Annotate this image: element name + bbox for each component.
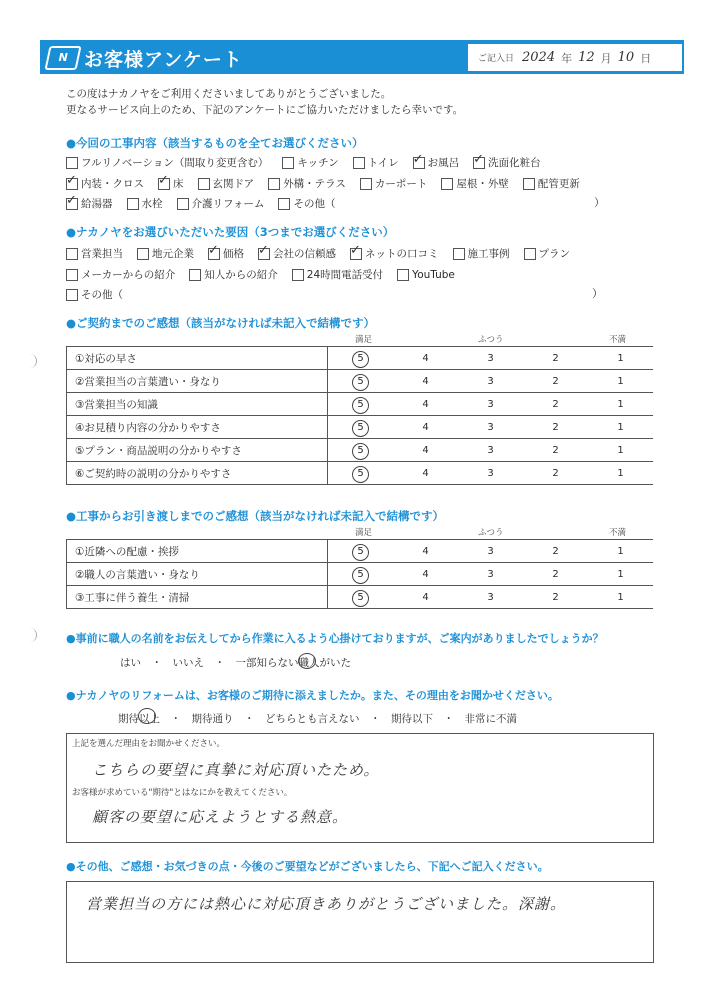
checkbox-option[interactable] <box>523 176 580 191</box>
checkbox-icon[interactable] <box>198 178 210 190</box>
rating-score-option[interactable]: 5 <box>328 592 393 603</box>
q2-options-row <box>66 287 131 302</box>
checkbox-label: 外構・テラス <box>283 178 346 190</box>
checkbox-label: 内装・クロス <box>81 178 144 190</box>
checkbox-label: 会社の信頼感 <box>273 248 336 260</box>
rating-row <box>67 416 654 439</box>
checkbox-icon[interactable] <box>353 157 365 169</box>
rating-score-option[interactable]: 3 <box>487 467 494 479</box>
scale-satisfied-label: 満足 <box>355 335 373 345</box>
q7-answer: 営業担当の方には熱心に対応頂きありがとうございました。深謝。 <box>86 895 567 913</box>
checkbox-option[interactable] <box>66 176 144 191</box>
checkbox-icon[interactable] <box>397 269 409 281</box>
rating-score-option[interactable]: 4 <box>422 375 429 387</box>
rating-score-option[interactable]: 3 <box>487 444 494 456</box>
checkbox-label: 介護リフォーム <box>191 198 265 210</box>
rating-question: ④お見積り内容の分かりやすさ <box>67 416 328 439</box>
checkbox-option[interactable] <box>441 176 509 191</box>
q6-options[interactable]: 期待以上 ・ 期待通り ・ どちらとも言えない ・ 期待以下 ・ 非常に不満 <box>118 713 517 725</box>
checkbox-option[interactable] <box>278 196 335 211</box>
q7-title: ●その他、ご感想・お気づきの点・今後のご要望などがございましたら、下記へご記入ください。 <box>66 860 549 873</box>
rating-score-option[interactable]: 5 <box>328 422 393 433</box>
rating-score-option[interactable]: 1 <box>617 591 624 603</box>
rating-score-option[interactable]: 3 <box>487 421 494 433</box>
checkbox-option[interactable] <box>177 196 265 211</box>
checkbox-icon[interactable] <box>360 178 372 190</box>
rating-score-option[interactable]: 2 <box>552 545 559 557</box>
checkbox-label: 配管更新 <box>537 178 580 190</box>
checkbox-option[interactable] <box>353 155 399 170</box>
rating-score-option[interactable]: 3 <box>487 375 494 387</box>
checked-box-icon[interactable] <box>473 157 485 169</box>
q6-reason-answer: こちらの要望に真摯に対応頂いたため。 <box>92 761 380 779</box>
checkbox-icon[interactable] <box>268 178 280 190</box>
checked-box-icon[interactable] <box>258 248 270 260</box>
scale-satisfied-label: 満足 <box>355 528 373 538</box>
q3-rating-table <box>66 346 653 485</box>
scale-dissatisfied-label: 不満 <box>609 335 627 345</box>
rating-score-option[interactable]: 1 <box>617 421 624 433</box>
rating-score-option[interactable]: 2 <box>552 352 559 364</box>
rating-score-option[interactable]: 2 <box>552 467 559 479</box>
checkbox-label: 施工事例 <box>467 248 510 260</box>
rating-score-option[interactable]: 1 <box>617 398 624 410</box>
rating-score-option[interactable]: 5 <box>328 376 393 387</box>
rating-score-option[interactable]: 2 <box>552 444 559 456</box>
checkbox-option[interactable] <box>258 246 336 261</box>
checkbox-option[interactable] <box>158 176 184 191</box>
checkbox-option[interactable] <box>137 246 194 261</box>
rating-score-option[interactable]: 4 <box>422 444 429 456</box>
rating-score-option[interactable]: 4 <box>422 398 429 410</box>
checkbox-icon[interactable] <box>278 198 290 210</box>
rating-row <box>67 586 654 609</box>
q1-close-paren: ） <box>594 196 605 209</box>
rating-score-option[interactable]: 2 <box>552 591 559 603</box>
checkbox-icon[interactable] <box>189 269 201 281</box>
checkbox-icon[interactable] <box>66 157 78 169</box>
checked-box-icon[interactable] <box>208 248 220 260</box>
rating-score-option[interactable]: 1 <box>617 568 624 580</box>
checkbox-icon[interactable] <box>137 248 149 260</box>
checkbox-option[interactable] <box>413 155 460 170</box>
rating-row <box>67 540 654 563</box>
checkbox-label: 知人からの紹介 <box>204 269 278 281</box>
punch-hole-mark <box>28 628 37 642</box>
q1-options-row <box>66 155 549 170</box>
checkbox-option[interactable] <box>198 176 255 191</box>
checkbox-label: 屋根・外壁 <box>456 178 509 190</box>
rating-score-option[interactable]: 2 <box>552 398 559 410</box>
rating-row <box>67 439 654 462</box>
checkbox-label: キッチン <box>297 157 339 169</box>
rating-question: ①近隣への配慮・挨拶 <box>67 540 328 563</box>
rating-score-option[interactable]: 5 <box>328 399 393 410</box>
date-label: ご記入日 <box>478 54 515 64</box>
checkbox-label: ネットの口コミ <box>365 248 439 260</box>
rating-score-option[interactable]: 1 <box>617 545 624 557</box>
rating-question: ⑤プラン・商品説明の分かりやすさ <box>67 439 328 462</box>
checkbox-label: YouTube <box>412 268 455 281</box>
checkbox-option[interactable] <box>524 246 571 261</box>
checkbox-option[interactable] <box>189 267 278 282</box>
rating-score-option[interactable]: 3 <box>487 591 494 603</box>
q5-circle-mark <box>298 653 316 669</box>
checkbox-icon[interactable] <box>453 248 465 260</box>
rating-score-option[interactable]: 3 <box>487 545 494 557</box>
date-month: 12 <box>578 50 595 65</box>
q6-circle-mark <box>138 708 156 724</box>
checkbox-option[interactable] <box>473 155 541 170</box>
checkbox-option[interactable] <box>208 246 244 261</box>
checkbox-option[interactable] <box>66 196 113 211</box>
checkbox-option[interactable] <box>66 155 268 170</box>
checkbox-label: トイレ <box>367 157 399 169</box>
checkbox-icon[interactable] <box>292 269 304 281</box>
rating-score-option[interactable]: 5 <box>328 445 393 456</box>
checked-box-icon[interactable] <box>158 178 170 190</box>
checkbox-label: その他（ <box>81 289 123 301</box>
rating-row <box>67 370 654 393</box>
rating-score-option[interactable]: 4 <box>422 352 429 364</box>
checkbox-option[interactable] <box>397 267 455 282</box>
checkbox-icon[interactable] <box>177 198 189 210</box>
checkbox-label: 玄関ドア <box>212 178 255 190</box>
q6-expect-prompt: お客様が求めている"期待"とはなにかを教えてください。 <box>72 788 293 798</box>
intro-text: この度はナカノヤをご利用くださいましてありがとうございました。 更なるサービス向上のため、下記のアンケートにご協力いただけましたら幸いです。 <box>66 88 464 116</box>
rating-score-option[interactable]: 1 <box>617 375 624 387</box>
rating-question: ①対応の早さ <box>67 347 328 370</box>
rating-question: ②職人の言葉遣い・身なり <box>67 563 328 586</box>
checkbox-label: 営業担当 <box>81 248 123 260</box>
page-title: お客様アンケート <box>84 49 243 71</box>
rating-score-option[interactable]: 1 <box>617 352 624 364</box>
checkbox-icon[interactable] <box>127 198 139 210</box>
month-unit: 月 <box>600 51 612 65</box>
checkbox-option[interactable] <box>360 176 428 191</box>
rating-score-option[interactable]: 5 <box>328 546 393 557</box>
rating-score-option[interactable]: 4 <box>422 591 429 603</box>
checkbox-option[interactable] <box>453 246 510 261</box>
day-unit: 日 <box>640 51 652 65</box>
checkbox-label: 24時間電話受付 <box>306 269 384 281</box>
punch-hole-mark <box>28 354 37 368</box>
company-logo: N <box>44 46 81 70</box>
rating-question: ⑥ご契約時の説明の分かりやすさ <box>67 462 328 485</box>
checked-box-icon[interactable] <box>350 248 362 260</box>
checkbox-label: フルリノベーション（間取り変更含む） <box>81 157 269 169</box>
checkbox-option[interactable] <box>292 267 383 282</box>
q1-options-row <box>66 196 343 211</box>
rating-score-option[interactable]: 3 <box>487 352 494 364</box>
checkbox-option[interactable] <box>66 267 175 282</box>
checkbox-option[interactable] <box>268 176 346 191</box>
checkbox-icon[interactable] <box>66 269 78 281</box>
rating-score-option[interactable]: 2 <box>552 568 559 580</box>
rating-score-option[interactable]: 1 <box>617 467 624 479</box>
rating-score-option[interactable]: 2 <box>552 375 559 387</box>
q2-options-row <box>66 267 463 282</box>
rating-row <box>67 563 654 586</box>
checkbox-label: その他（ <box>293 198 336 210</box>
q2-options-row <box>66 246 578 261</box>
date-day: 10 <box>617 50 635 65</box>
checkbox-label: お風呂 <box>427 157 460 169</box>
year-unit: 年 <box>561 51 573 65</box>
rating-score-option[interactable]: 1 <box>617 444 624 456</box>
rating-score-option[interactable]: 3 <box>487 568 494 580</box>
checked-box-icon[interactable] <box>413 157 425 169</box>
q2-close-paren: ） <box>592 287 603 300</box>
checkbox-icon[interactable] <box>66 248 78 260</box>
checked-box-icon[interactable] <box>66 198 78 210</box>
q1-options-row <box>66 176 588 191</box>
checked-box-icon[interactable] <box>66 178 78 190</box>
date-field[interactable] <box>468 44 682 71</box>
checkbox-option[interactable] <box>66 287 123 302</box>
rating-question: ③営業担当の知識 <box>67 393 328 416</box>
rating-score-option[interactable]: 2 <box>552 421 559 433</box>
checkbox-option[interactable] <box>127 196 163 211</box>
rating-question: ③工事に伴う養生・清掃 <box>67 586 328 609</box>
scale-neutral-label: ふつう <box>478 335 504 345</box>
checkbox-label: メーカーからの紹介 <box>81 269 176 281</box>
checkbox-label: プラン <box>538 248 570 260</box>
q1-title: ●今回の工事内容（該当するものを全てお選びください） <box>66 136 364 150</box>
q4-title: ●工事からお引き渡しまでのご感想（該当がなければ未記入で結構です） <box>66 509 445 523</box>
scale-dissatisfied-label: 不満 <box>609 528 627 538</box>
rating-score-option[interactable]: 5 <box>328 353 393 364</box>
q5-title: ●事前に職人の名前をお伝えしてから作業に入るよう心掛けておりますが、ご案内がありましたでしょうか？ <box>66 632 604 645</box>
checkbox-label: 地元企業 <box>152 248 194 260</box>
q6-title: ●ナカノヤのリフォームは、お客様のご期待に添えましたか。また、その理由をお聞かせください。 <box>66 689 559 702</box>
q5-options[interactable]: はい ・ いいえ ・ 一部知らない職人がいた <box>120 657 351 669</box>
checkbox-label: カーポート <box>374 178 428 190</box>
date-year: 2024 <box>522 50 556 65</box>
rating-row <box>67 462 654 485</box>
checkbox-icon[interactable] <box>523 178 535 190</box>
scale-neutral-label: ふつう <box>478 528 504 538</box>
rating-row <box>67 393 654 416</box>
rating-score-option[interactable]: 5 <box>328 468 393 479</box>
checkbox-icon[interactable] <box>282 157 294 169</box>
rating-score-option[interactable]: 4 <box>422 545 429 557</box>
rating-score-option[interactable]: 4 <box>422 568 429 580</box>
checkbox-icon[interactable] <box>66 289 78 301</box>
q6-reason-prompt: 上記を選んだ理由をお聞かせください。 <box>72 739 226 749</box>
checkbox-option[interactable] <box>350 246 439 261</box>
rating-score-option[interactable]: 3 <box>487 398 494 410</box>
rating-score-option[interactable]: 4 <box>422 467 429 479</box>
checkbox-icon[interactable] <box>524 248 536 260</box>
checkbox-icon[interactable] <box>441 178 453 190</box>
checkbox-label: 給湯器 <box>81 198 113 210</box>
q3-title: ●ご契約までのご感想（該当がなければ未記入で結構です） <box>66 316 376 330</box>
rating-row <box>67 347 654 370</box>
rating-score-option[interactable]: 4 <box>422 421 429 433</box>
checkbox-option[interactable] <box>66 246 123 261</box>
rating-question: ②営業担当の言葉遣い・身なり <box>67 370 328 393</box>
checkbox-label: 洗面化粧台 <box>488 157 541 169</box>
rating-score-option[interactable]: 5 <box>328 569 393 580</box>
q4-rating-table <box>66 539 653 609</box>
checkbox-label: 床 <box>173 178 184 190</box>
checkbox-option[interactable] <box>282 155 338 170</box>
checkbox-label: 水栓 <box>141 198 163 210</box>
checkbox-label: 価格 <box>223 248 244 260</box>
q6-expect-answer: 顧客の要望に応えようとする熱意。 <box>92 808 349 826</box>
q2-title: ●ナカノヤをお選びいただいた要因（3つまでお選びください） <box>66 225 395 239</box>
